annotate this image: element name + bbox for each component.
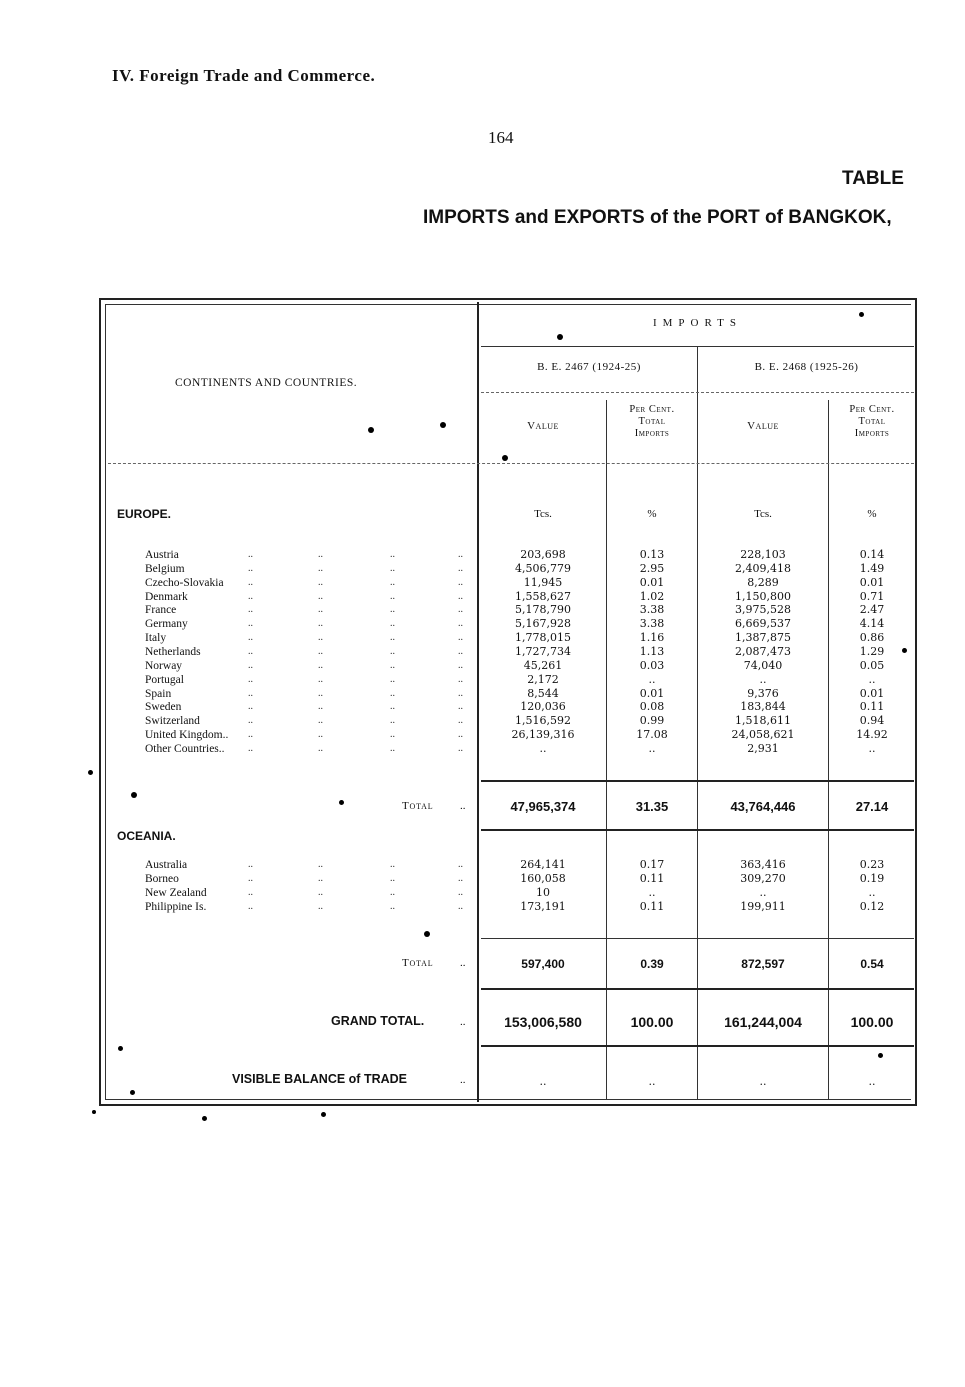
- leader-dot: ..: [318, 729, 323, 741]
- country-name: Philippine Is.: [145, 901, 207, 913]
- total-label: Total: [402, 957, 434, 969]
- value-1924: 45,261: [523, 658, 563, 672]
- header-rule: [481, 346, 914, 347]
- percent-1924: ..: [648, 741, 656, 755]
- leader-dot: ..: [318, 590, 323, 602]
- leader-dot: ..: [458, 562, 463, 574]
- ink-speck: [321, 1112, 326, 1117]
- leader-dot: ..: [458, 604, 463, 616]
- ink-speck: [118, 1046, 123, 1051]
- leader-dot: ..: [248, 873, 253, 884]
- value-1925: 2,409,418: [735, 561, 791, 575]
- ink-speck: [878, 1053, 883, 1058]
- percent-1924: 1.02: [639, 589, 665, 603]
- europe-total-percent-1925: 27.14: [855, 799, 889, 814]
- total-rule: [481, 938, 914, 939]
- percent-1925: 0.94: [859, 714, 885, 728]
- europe-country-row: [0, 645, 965, 659]
- leader-dot: ..: [390, 715, 395, 727]
- ink-speck: [557, 334, 563, 340]
- percent-1925: 1.49: [859, 561, 885, 575]
- percent-1924: 1.16: [639, 631, 665, 645]
- value-1925: 74,040: [743, 658, 783, 672]
- leader-dot: ..: [390, 645, 395, 657]
- ink-speck: [902, 648, 907, 653]
- europe-country-row: [0, 687, 965, 701]
- leader-dot: ..: [318, 701, 323, 713]
- region-oceania: OCEANIA.: [117, 829, 176, 843]
- leader-dot: ..: [390, 659, 395, 671]
- leader-dot: ..: [318, 873, 323, 884]
- leader-dot: ..: [458, 590, 463, 602]
- total-rule: [481, 1045, 914, 1047]
- value-1925: 6,669,537: [735, 617, 791, 631]
- leader-dot: ..: [390, 701, 395, 713]
- percent-1924: 3.38: [639, 617, 665, 631]
- europe-country-row: [0, 673, 965, 687]
- leader-dot: ..: [458, 632, 463, 644]
- value-1924: 11,945: [523, 575, 563, 589]
- europe-country-row: [0, 590, 965, 604]
- ink-speck: [368, 427, 374, 433]
- oceania-total-percent-1925: 0.54: [860, 957, 884, 971]
- value-1925: 199,911: [740, 900, 786, 913]
- percent-1924: 0.08: [639, 700, 665, 714]
- europe-country-row: [0, 617, 965, 631]
- leader-dot: ..: [248, 859, 253, 870]
- country-name: Australia: [145, 859, 188, 871]
- value-1925: 8,289: [747, 575, 779, 589]
- leader-dot: ..: [318, 618, 323, 630]
- leader-dot: ..: [248, 645, 253, 657]
- leader-dot: ..: [390, 590, 395, 602]
- grand-total-value-1925: 161,244,004: [724, 1014, 802, 1030]
- europe-country-row: [0, 700, 965, 714]
- percent-1925: 0.71: [859, 589, 885, 603]
- europe-country-row: [0, 714, 965, 728]
- leader-dot: ..: [390, 901, 395, 912]
- total-rule: [481, 988, 914, 990]
- balance-label: VISIBLE BALANCE of TRADE: [232, 1072, 407, 1086]
- percent-1925: 4.14: [859, 617, 885, 631]
- oceania-total-value-1925: 872,597: [741, 957, 785, 971]
- section-heading: IV. Foreign Trade and Commerce.: [112, 66, 376, 85]
- europe-country-row: [0, 631, 965, 645]
- oceania-country-row: [0, 886, 965, 900]
- leader-dot: ..: [390, 562, 395, 574]
- leader-dot: ..: [248, 618, 253, 630]
- value-1925: 363,416: [740, 858, 786, 871]
- percent-1925: 0.01: [859, 575, 885, 589]
- grand-total-percent-1924: 100.00: [630, 1014, 674, 1030]
- percent-1925: 0.11: [859, 700, 885, 714]
- value-1925: 9,376: [747, 686, 779, 700]
- balance-value-1924: ..: [539, 1075, 547, 1088]
- country-name: Switzerland: [145, 715, 200, 728]
- leader-dot: ..: [318, 604, 323, 616]
- ink-speck: [131, 792, 137, 798]
- ink-speck: [859, 312, 864, 317]
- table-label: TABLE: [842, 168, 904, 189]
- total-rule: [481, 780, 914, 782]
- ink-speck: [339, 800, 344, 805]
- country-name: Portugal: [145, 673, 184, 686]
- ink-speck: [202, 1116, 207, 1121]
- value-1925: 1,387,875: [735, 631, 791, 645]
- grand-total-value-1924: 153,006,580: [504, 1014, 582, 1030]
- country-name: Netherlands: [145, 645, 201, 658]
- value-1924: 4,506,779: [515, 561, 571, 575]
- percent-1925: 0.86: [859, 631, 885, 645]
- value-1924: ..: [539, 741, 547, 755]
- leader-dot: ..: [248, 701, 253, 713]
- leader-dot: ..: [318, 742, 323, 754]
- percent-1925: 0.14: [859, 548, 885, 561]
- oceania-total-percent-1924: 0.39: [640, 957, 664, 971]
- percent-1924: 0.13: [639, 548, 665, 561]
- leader-dot: ..: [458, 618, 463, 630]
- value-header: Value: [527, 420, 559, 432]
- unit-label: Tcs.: [754, 508, 772, 520]
- page-number: 164: [488, 128, 514, 147]
- percent-1925: 14.92: [856, 728, 888, 742]
- period-header-1925: B. E. 2468 (1925-26): [754, 361, 859, 373]
- percent-1925: 0.23: [859, 858, 885, 871]
- value-1925: 183,844: [740, 700, 786, 714]
- leader-dot: ..: [318, 859, 323, 870]
- balance-percent-1925: ..: [868, 1075, 876, 1088]
- leader-dot: ..: [318, 576, 323, 588]
- percent-1924: 0.01: [639, 575, 665, 589]
- leader-dot: ..: [458, 873, 463, 884]
- leader-dot: ..: [318, 632, 323, 644]
- value-1925: 2,931: [747, 741, 779, 755]
- leader-dot: ..: [318, 901, 323, 912]
- leader-dot: ..: [458, 715, 463, 727]
- country-name: Spain: [145, 687, 172, 700]
- country-name: Denmark: [145, 590, 188, 603]
- leader-dot: ..: [458, 729, 463, 741]
- total-rule: [481, 829, 914, 831]
- leader-dot: ..: [390, 687, 395, 699]
- value-1924: 1,727,734: [515, 644, 571, 658]
- percent-header: Per Cent. Total Imports: [849, 404, 895, 439]
- value-1924: 5,167,928: [515, 617, 571, 631]
- leader-dot: ..: [390, 742, 395, 754]
- percent-1924: 0.11: [639, 872, 665, 885]
- europe-country-row: [0, 562, 965, 576]
- leader-dot: ..: [318, 673, 323, 685]
- percent-1924: 0.01: [639, 686, 665, 700]
- europe-country-row: [0, 576, 965, 590]
- value-1925: 309,270: [740, 872, 786, 885]
- country-name: Czecho-Slovakia: [145, 576, 224, 589]
- percent-1924: 2.95: [639, 561, 665, 575]
- leader-dot: ..: [248, 604, 253, 616]
- country-name: New Zealand: [145, 887, 207, 899]
- leader-dot: ..: [458, 659, 463, 671]
- leader-dot: ..: [248, 901, 253, 912]
- percent-1925: 0.01: [859, 686, 885, 700]
- unit-label: Tcs.: [534, 508, 552, 520]
- stub-header: CONTINENTS AND COUNTRIES.: [175, 377, 358, 389]
- percent-1925: ..: [868, 672, 876, 686]
- ink-speck: [92, 1110, 96, 1114]
- percent-1924: 0.17: [639, 858, 665, 871]
- leader-dot: ..: [248, 632, 253, 644]
- leader-dot: ..: [318, 549, 323, 560]
- leader-dot: ..: [248, 742, 253, 754]
- leader-dot: ..: [458, 742, 463, 754]
- value-1924: 1,558,627: [515, 589, 571, 603]
- total-label: Total: [402, 800, 434, 812]
- percent-1924: 1.13: [639, 644, 665, 658]
- leader-dot: ..: [458, 576, 463, 588]
- period-header-1924: B. E. 2467 (1924-25): [537, 361, 641, 373]
- europe-country-row: [0, 742, 965, 756]
- leader-dot: ..: [248, 576, 253, 588]
- value-1925: 228,103: [740, 548, 786, 561]
- percent-1925: 1.29: [859, 644, 885, 658]
- value-1924: 2,172: [527, 672, 559, 686]
- value-1924: 26,139,316: [511, 728, 575, 742]
- leader-dot: ..: [458, 887, 463, 898]
- leader-dot: ..: [318, 887, 323, 898]
- europe-country-row: [0, 728, 965, 742]
- leader-dot: ..: [390, 673, 395, 685]
- percent-1924: ..: [648, 886, 656, 899]
- region-europe: EUROPE.: [117, 507, 172, 521]
- leader-dot: ..: [248, 590, 253, 602]
- value-1924: 173,191: [520, 900, 566, 913]
- leader-dot: ..: [248, 715, 253, 727]
- leader-dot: ..: [390, 549, 395, 560]
- value-1925: ..: [759, 672, 767, 686]
- value-1924: 160,058: [520, 872, 566, 885]
- value-1925: ..: [759, 886, 767, 899]
- percent-1925: 0.19: [859, 872, 885, 885]
- leader-dot: ..: [458, 701, 463, 713]
- leader-dot: ..: [390, 873, 395, 884]
- leader-dot: ..: [318, 715, 323, 727]
- leader-dot: ..: [458, 859, 463, 870]
- percent-1924: 17.08: [636, 728, 668, 742]
- leader-dot: ..: [248, 549, 253, 560]
- leader-dot: ..: [458, 673, 463, 685]
- percent-1925: 0.05: [859, 658, 885, 672]
- leader-dot: ..: [458, 549, 463, 560]
- europe-country-row: [0, 548, 965, 562]
- unit-label: %: [867, 508, 877, 520]
- percent-1925: 0.12: [859, 900, 885, 913]
- europe-total-value-1925: 43,764,446: [730, 799, 796, 814]
- leader-dot: ..: [318, 562, 323, 574]
- country-name: Belgium: [145, 562, 185, 575]
- country-name: Other Countries..: [145, 742, 225, 755]
- europe-total-value-1924: 47,965,374: [510, 799, 576, 814]
- percent-header: Per Cent. Total Imports: [629, 404, 675, 439]
- country-name: Austria: [145, 549, 179, 561]
- leader-dot: ..: [458, 687, 463, 699]
- leader-dots: ..: [460, 1074, 466, 1086]
- leader-dot: ..: [248, 729, 253, 741]
- ink-speck: [88, 770, 93, 775]
- europe-country-row: [0, 659, 965, 673]
- leader-dot: ..: [318, 687, 323, 699]
- unit-label: %: [647, 508, 657, 520]
- leader-dot: ..: [458, 901, 463, 912]
- country-name: United Kingdom..: [145, 729, 229, 742]
- leader-dot: ..: [248, 673, 253, 685]
- leader-dot: ..: [390, 859, 395, 870]
- percent-1924: 0.03: [639, 658, 665, 672]
- country-name: Germany: [145, 618, 188, 631]
- percent-1924: 0.99: [639, 714, 665, 728]
- value-1924: 1,778,015: [515, 631, 571, 645]
- oceania-country-row: [0, 872, 965, 886]
- header-rule: [481, 392, 914, 393]
- europe-country-row: [0, 603, 965, 617]
- percent-1925: ..: [868, 741, 876, 755]
- leader-dots: ..: [460, 1016, 466, 1028]
- table-title: IMPORTS and EXPORTS of the PORT of BANGKOK,: [423, 207, 892, 228]
- ink-speck: [502, 455, 508, 461]
- leader-dots: ..: [460, 957, 466, 969]
- leader-dot: ..: [318, 659, 323, 671]
- ink-speck: [424, 931, 430, 937]
- grand-total-percent-1925: 100.00: [850, 1014, 894, 1030]
- europe-total-percent-1924: 31.35: [635, 799, 669, 814]
- leader-dot: ..: [318, 645, 323, 657]
- value-1924: 120,036: [520, 700, 566, 714]
- oceania-country-row: [0, 858, 965, 872]
- value-1925: 1,518,611: [735, 714, 791, 728]
- imports-header: IMPORTS: [652, 317, 743, 329]
- value-1924: 1,516,592: [515, 714, 571, 728]
- value-1925: 1,150,800: [735, 589, 791, 603]
- leader-dot: ..: [248, 659, 253, 671]
- percent-1925: 2.47: [859, 603, 885, 617]
- value-1925: 2,087,473: [735, 644, 791, 658]
- oceania-total-value-1924: 597,400: [521, 957, 565, 971]
- oceania-country-row: [0, 900, 965, 914]
- country-name: Norway: [145, 659, 183, 672]
- leader-dot: ..: [248, 687, 253, 699]
- country-name: Borneo: [145, 873, 179, 885]
- value-1924: 8,544: [527, 686, 559, 700]
- balance-percent-1924: ..: [648, 1075, 656, 1088]
- value-header: Value: [747, 420, 779, 432]
- value-1924: 264,141: [520, 858, 566, 871]
- leader-dot: ..: [390, 618, 395, 630]
- balance-value-1925: ..: [759, 1075, 767, 1088]
- header-rule: [108, 463, 914, 464]
- percent-1925: ..: [868, 886, 876, 899]
- value-1925: 3,975,528: [735, 603, 791, 617]
- ink-speck: [440, 422, 446, 428]
- leader-dot: ..: [390, 604, 395, 616]
- percent-1924: ..: [648, 672, 656, 686]
- leader-dot: ..: [248, 562, 253, 574]
- country-name: Italy: [145, 632, 167, 645]
- leader-dots: ..: [460, 800, 466, 812]
- grand-total-label: GRAND TOTAL.: [331, 1014, 425, 1028]
- value-1924: 10: [536, 886, 550, 899]
- country-name: France: [145, 604, 177, 617]
- leader-dot: ..: [390, 887, 395, 898]
- leader-dot: ..: [248, 887, 253, 898]
- leader-dot: ..: [458, 645, 463, 657]
- percent-1924: 3.38: [639, 603, 665, 617]
- leader-dot: ..: [390, 632, 395, 644]
- value-1924: 5,178,790: [515, 603, 571, 617]
- leader-dot: ..: [390, 576, 395, 588]
- leader-dot: ..: [390, 729, 395, 741]
- country-name: Sweden: [145, 701, 182, 714]
- ink-speck: [130, 1090, 135, 1095]
- percent-1924: 0.11: [639, 900, 665, 913]
- value-1924: 203,698: [520, 548, 566, 561]
- value-1925: 24,058,621: [731, 728, 795, 742]
